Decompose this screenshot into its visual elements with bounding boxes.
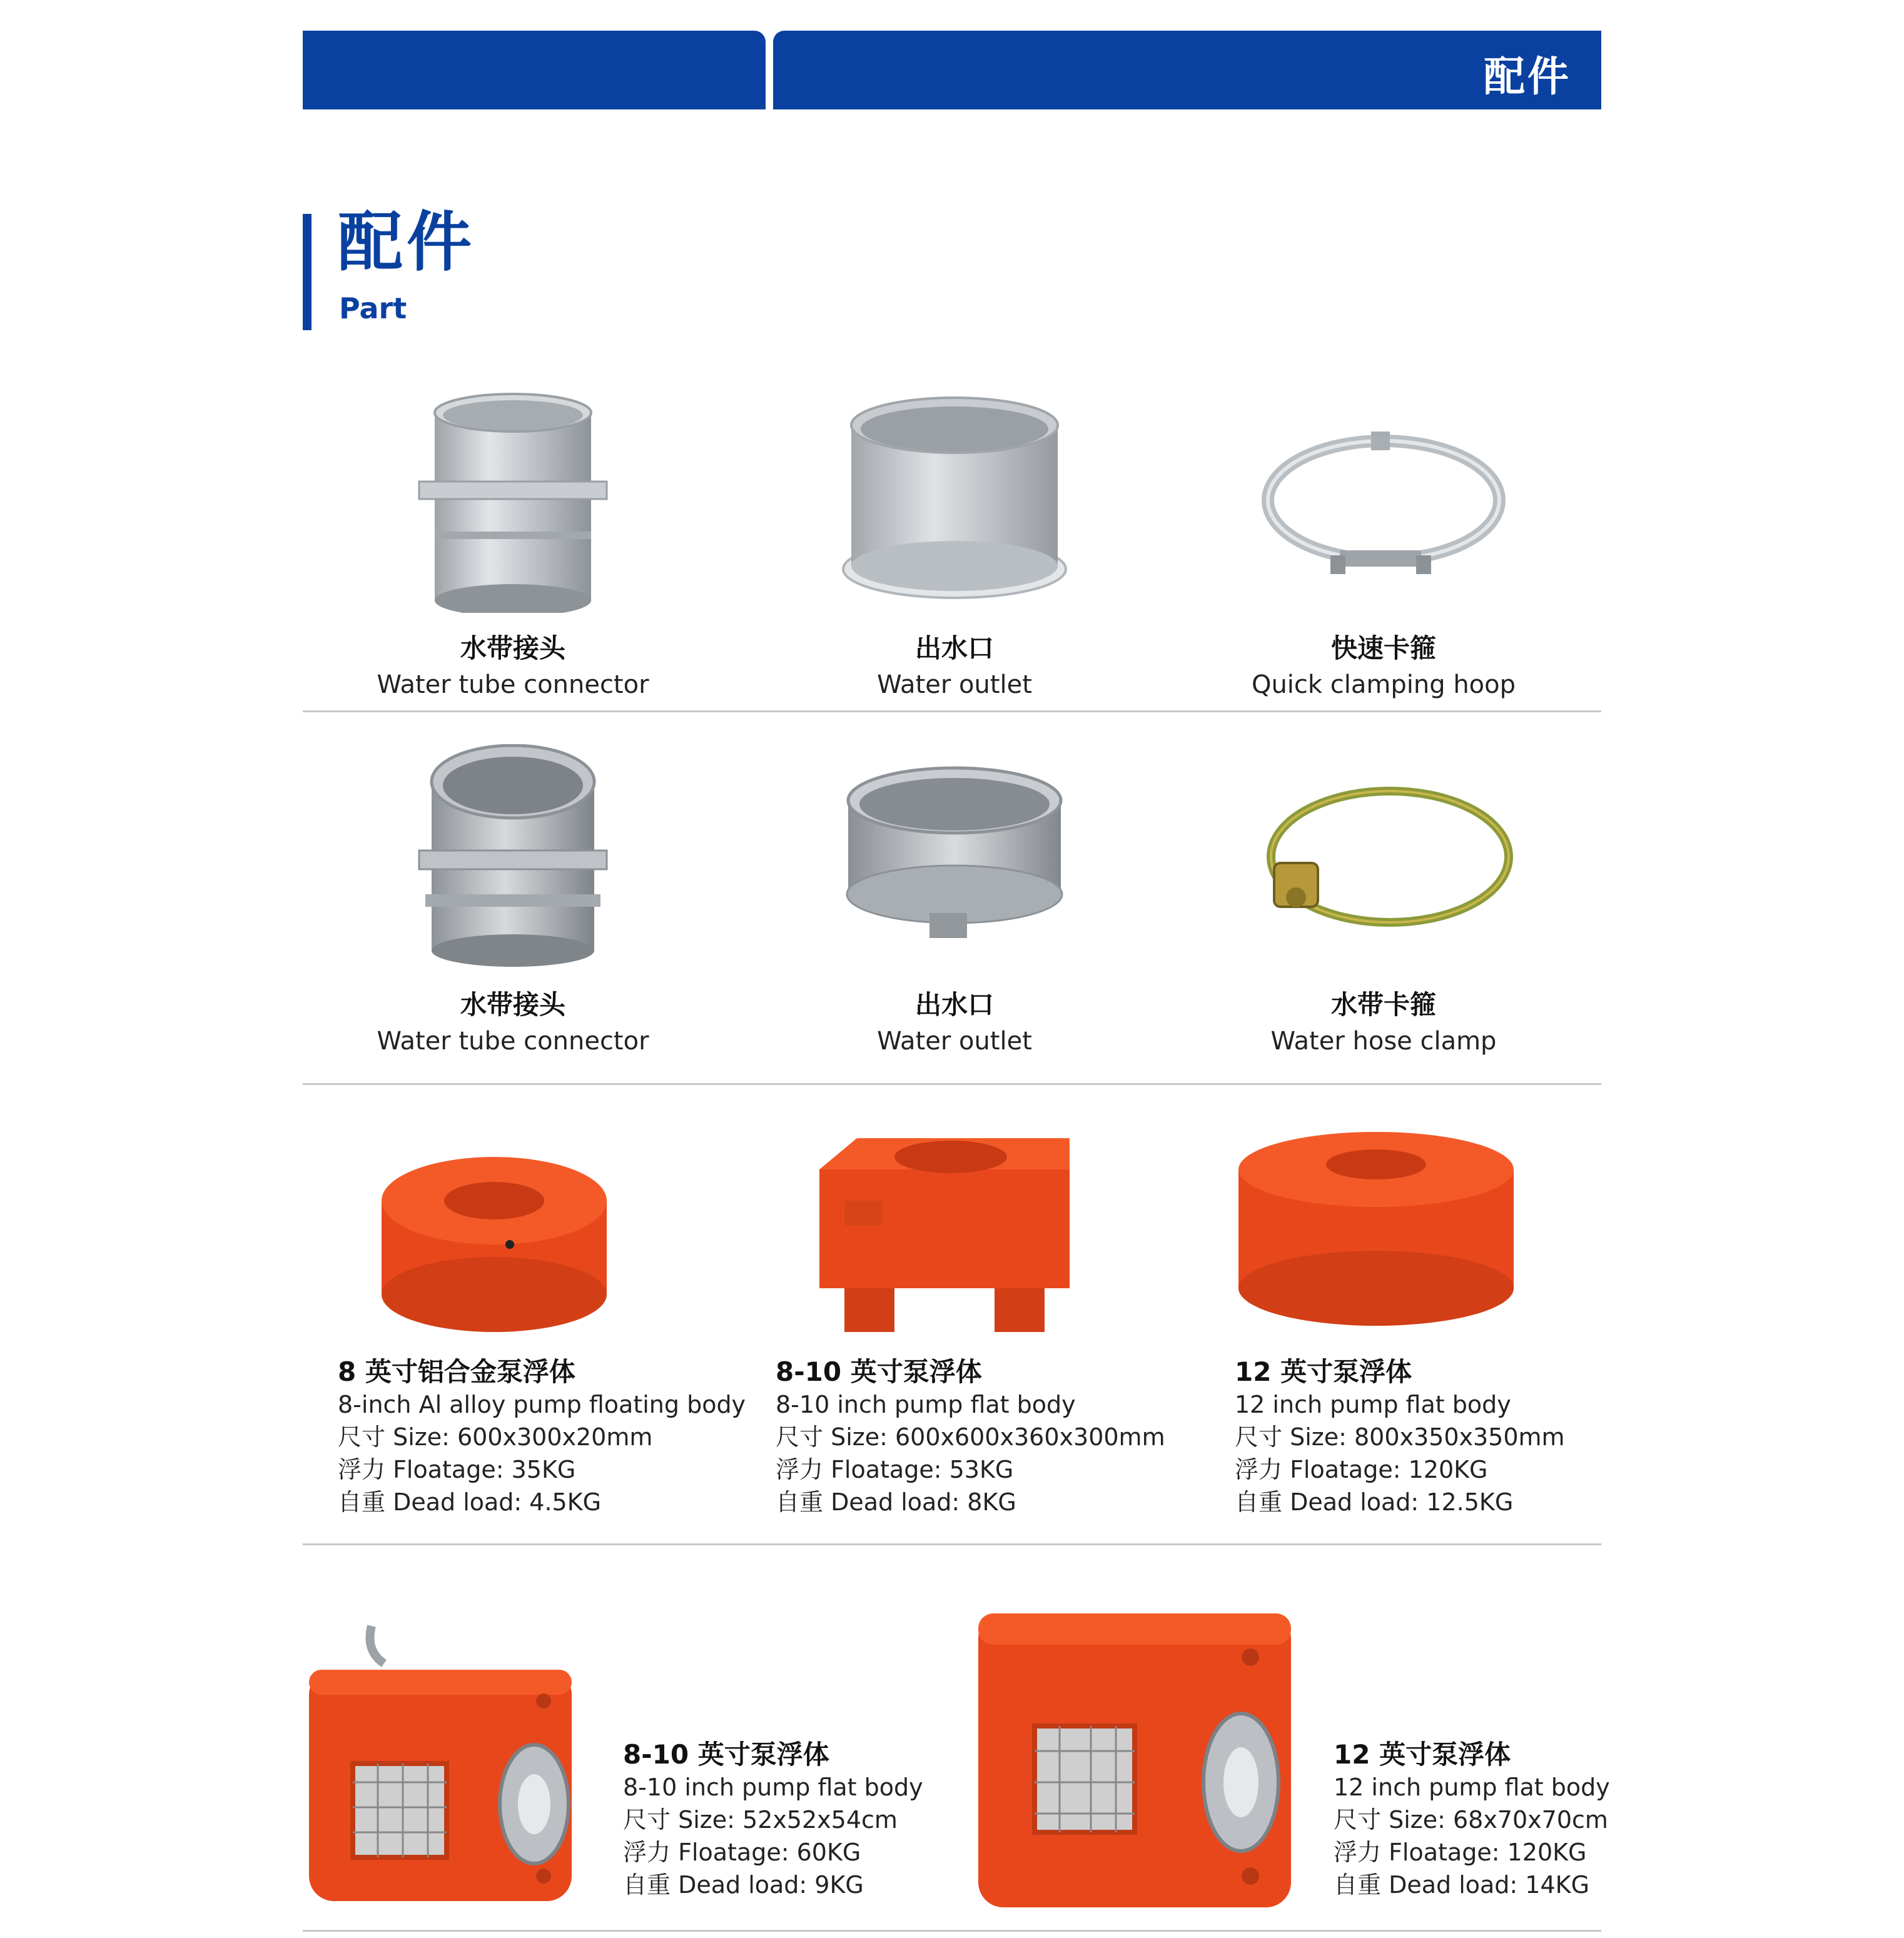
spec-floatage: 浮力 Floatage: 53KG [776,1456,1014,1483]
product-spec [776,1356,1165,1518]
product-card [300,388,726,699]
product-name-en: 8-10 inch pump flat body [776,1391,1076,1418]
spec-dead-load: 自重 Dead load: 4.5KG [338,1488,602,1516]
product-card [300,744,726,1056]
header-band-right [773,31,1601,109]
product-name-en: 8-10 inch pump flat body [623,1774,923,1801]
pump-float-image [303,1620,590,1914]
product-name-en: Quick clamping hoop [1251,670,1516,699]
header-title: 配件 [1484,53,1571,101]
spec-size: 尺寸 Size: 600x300x20mm [338,1423,653,1451]
spec-floatage: 浮力 Floatage: 120KG [1235,1456,1488,1483]
header-band-left [303,31,766,109]
product-name-cn: 出水口 [914,989,994,1020]
product-name-en: 12 inch pump flat body [1334,1774,1610,1801]
large-round-float-image [1226,1126,1526,1338]
section-accent-bar [303,214,311,330]
spec-size: 尺寸 Size: 800x350x350mm [1235,1423,1565,1451]
spec-floatage: 浮力 Floatage: 35KG [338,1456,576,1483]
product-name-cn: 水带接头 [460,633,565,664]
water-hose-clamp-image [1246,744,1521,969]
product-spec [1334,1739,1610,1901]
row-divider [303,1083,1601,1085]
water-tube-connector-image [375,744,651,969]
product-name-en: 8-inch Al alloy pump floating body [338,1391,746,1418]
water-outlet-image [817,744,1092,969]
spec-size: 尺寸 Size: 52x52x54cm [623,1806,898,1834]
round-float-image [363,1138,625,1338]
product-name-en: 12 inch pump flat body [1235,1391,1511,1418]
pump-float-image [972,1607,1297,1920]
product-name-cn: 8 英寸铝合金泵浮体 [338,1356,575,1387]
product-card [742,388,1167,699]
row-divider [303,710,1601,712]
product-spec [338,1356,746,1518]
quick-clamping-hoop-image [1246,388,1521,613]
product-name-cn: 8-10 英寸泵浮体 [623,1739,829,1770]
spec-dead-load: 自重 Dead load: 14KG [1334,1871,1590,1899]
product-name-en: Water tube connector [377,670,649,699]
spec-dead-load: 自重 Dead load: 12.5KG [1235,1488,1514,1516]
spec-dead-load: 自重 Dead load: 8KG [776,1488,1016,1516]
product-name-en: Water hose clamp [1270,1027,1497,1056]
product-name-cn: 出水口 [914,633,994,664]
product-name-cn: 快速卡箍 [1330,633,1436,664]
spec-size: 尺寸 Size: 68x70x70cm [1334,1806,1608,1834]
spec-size: 尺寸 Size: 600x600x360x300mm [776,1423,1165,1451]
product-name-cn: 8-10 英寸泵浮体 [776,1356,982,1387]
spec-floatage: 浮力 Floatage: 120KG [1334,1839,1587,1866]
product-name-en: Water outlet [877,1027,1032,1056]
section-title-en: Part [339,291,407,325]
row-divider [303,1930,1601,1932]
water-tube-connector-image [375,388,651,613]
product-name-cn: 水带卡箍 [1330,989,1436,1020]
product-card [742,744,1167,1056]
product-name-en: Water outlet [877,670,1032,699]
product-spec [623,1739,923,1901]
product-name-cn: 12 英寸泵浮体 [1334,1739,1511,1770]
row-divider [303,1543,1601,1545]
section-title-cn: 配件 [338,204,476,280]
product-spec [1235,1356,1565,1518]
product-name-cn: 12 英寸泵浮体 [1235,1356,1412,1387]
spec-floatage: 浮力 Floatage: 60KG [623,1839,861,1866]
product-card [1171,744,1596,1056]
product-card [1171,388,1596,699]
product-name-en: Water tube connector [377,1027,649,1056]
spec-dead-load: 自重 Dead load: 9KG [623,1871,864,1899]
product-name-cn: 水带接头 [460,989,565,1020]
water-outlet-image [817,388,1092,613]
square-float-image [807,1126,1082,1338]
